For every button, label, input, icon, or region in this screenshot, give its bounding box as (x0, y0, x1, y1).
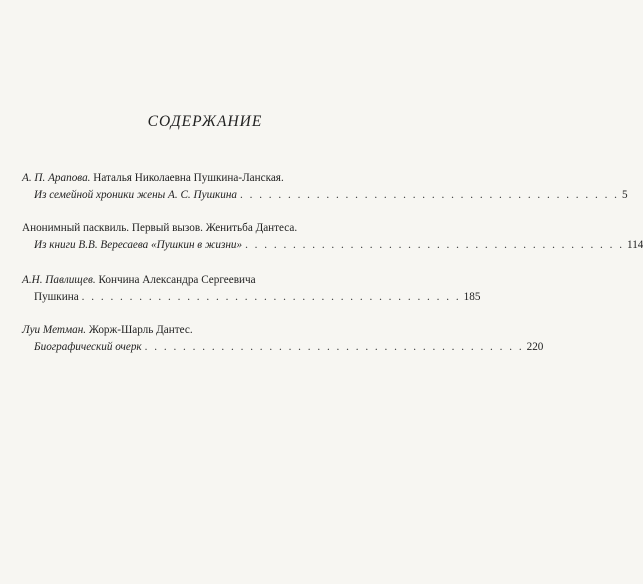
entry-page-number: 185 (463, 291, 481, 303)
leader-dots: . . . . . . . . . . . . . . . . . . . . . . . . . . . . . . . . . . . . . . . . (144, 341, 524, 353)
toc-entry (22, 170, 628, 204)
entry-title: Жорж-Шарль Дантес. (88, 324, 193, 336)
entry-page-number: 220 (526, 341, 544, 353)
entry-title: Наталья Николаевна Пушкина-Ланская. (93, 172, 284, 184)
entry-author: А.Н. Павлищев. (22, 274, 96, 286)
toc-entry (22, 322, 544, 356)
toc-entry (22, 220, 643, 254)
leader-dots: . . . . . . . . . . . . . . . . . . . . . . . . . . . . . . . . . . . . . . . . (245, 239, 625, 251)
toc-title: СОДЕРЖАНИЕ (147, 113, 263, 130)
entry-subtitle: Биографический очерк (34, 341, 142, 353)
entry-author: А. П. Арапова. (22, 172, 91, 184)
entry-subtitle: Из книги В.В. Вересаева «Пушкин в жизни» (34, 239, 243, 251)
entry-title: Кончина Александра Сергеевича (98, 274, 256, 286)
toc-entry (22, 272, 481, 306)
entry-subtitle: Пушкина (34, 291, 79, 303)
entry-page-number: 5 (621, 189, 628, 201)
entry-page-number: 114 (627, 239, 643, 251)
entry-subtitle: Из семейной хроники жены А. С. Пушкина (34, 189, 237, 201)
leader-dots: . . . . . . . . . . . . . . . . . . . . . . . . . . . . . . . . . . . . . . . . (240, 189, 619, 201)
leader-dots: . . . . . . . . . . . . . . . . . . . . . . . . . . . . . . . . . . . . . . . . (81, 291, 461, 303)
entry-author: Луи Метман. (22, 324, 87, 336)
entry-title: Анонимный пасквиль. Первый вызов. Женитьба Дантеса. (22, 222, 298, 234)
